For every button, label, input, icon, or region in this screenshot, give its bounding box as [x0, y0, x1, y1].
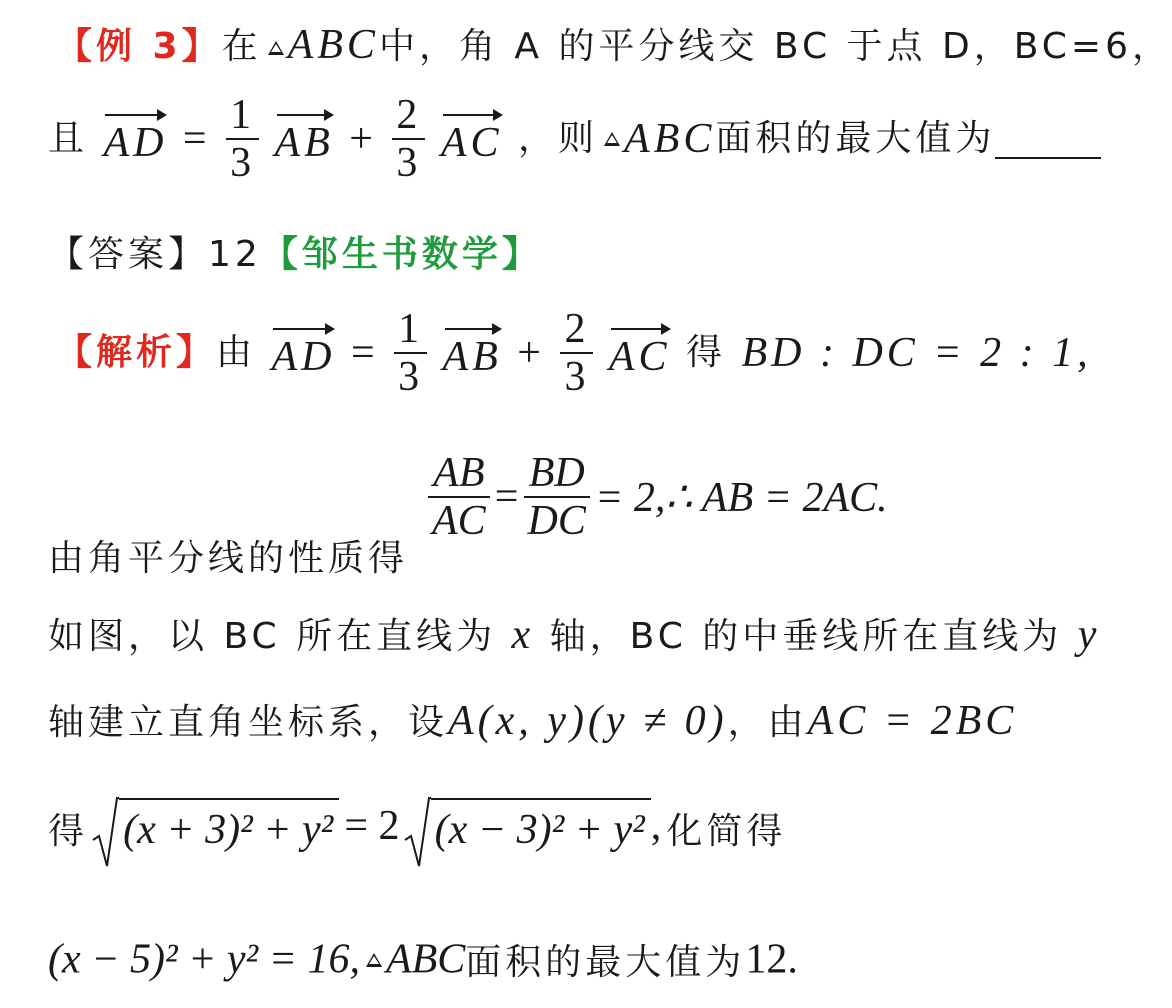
radical-icon: [93, 798, 119, 868]
point-condition: (y ≠ 0): [587, 698, 728, 744]
solution-line-3: [48, 608, 1100, 659]
fraction-one-third: $\frac{1}{3}$: [394, 306, 427, 400]
solution-line-5: [48, 798, 786, 854]
vector-ac: AC: [441, 112, 503, 166]
brand-label: 【邹生书数学】: [261, 234, 542, 275]
sqrt-expression-2: (x − 3)² + y²: [405, 798, 651, 854]
final-value: 12.: [745, 936, 798, 983]
fraction-two-thirds: $\frac{2}{3}$: [392, 92, 425, 186]
vector-ad: AD: [103, 112, 167, 166]
line5-prefix: 得: [48, 811, 89, 852]
solution-fractions: [428, 450, 888, 544]
triangle-icon: [366, 953, 382, 967]
triangle-label: ABC: [385, 936, 466, 983]
answer-line: [48, 226, 542, 277]
solution-text-get: 得: [686, 332, 727, 373]
vector-ad: AD: [271, 326, 335, 380]
example-text-1: 中，角 A 的平分线交 BC 于点 D，BC=6，: [378, 26, 1172, 67]
example-text-3: 面积的最大值为: [715, 118, 996, 159]
answer-value: 12: [208, 234, 262, 275]
example-line-1: [56, 18, 1172, 69]
point-coord: (x, y): [477, 698, 588, 744]
fraction-one-third: $\frac{1}{3}$: [226, 92, 259, 186]
sqrt-expression-1: (x + 3)² + y²: [93, 798, 339, 854]
solution-tag: 【解析】: [56, 332, 217, 373]
simplify-text: 化简得: [666, 811, 787, 852]
ratio-equation: BD : DC = 2 : 1,: [741, 330, 1092, 376]
example-text-2: ，则: [518, 118, 599, 159]
var-y: y: [1077, 612, 1101, 658]
solution-text-from: 由: [216, 332, 257, 373]
radical-icon: [405, 798, 431, 868]
ac-equation: AC = 2BC: [807, 698, 1018, 744]
example-line-2: [48, 92, 1101, 186]
equals-sign: =: [350, 330, 379, 376]
solution-line-1: [56, 306, 1092, 400]
answer-blank: [995, 119, 1101, 159]
example-text-in: 在: [221, 26, 262, 67]
triangle-label: ABC: [624, 116, 716, 162]
solution-line-4: [48, 694, 1017, 745]
vector-ac: AC: [609, 326, 671, 380]
var-x: x: [511, 612, 535, 658]
circle-equation: (x − 5)² + y² = 16,: [48, 936, 360, 983]
line3-text: 如图，以 BC 所在直线为: [48, 616, 497, 657]
triangle-icon: [604, 132, 620, 146]
vector-ab: AB: [443, 326, 502, 380]
comma: ,: [650, 803, 662, 849]
line4-text-b: ，由: [727, 702, 808, 743]
equals-sign: =: [182, 116, 211, 162]
equals-sign: =: [494, 474, 519, 520]
fraction-two-thirds: $\frac{2}{3}$: [560, 306, 593, 400]
triangle-icon: [268, 41, 284, 55]
line4-text: 轴建立直角坐标系，设: [48, 702, 449, 743]
solution-line-2-prefix: 由角平分线的性质得: [48, 538, 409, 579]
plus-sign: +: [517, 330, 545, 376]
final-text: 面积的最大值为: [465, 942, 746, 983]
fraction-bd-dc: $\frac{BD}{DC}$: [524, 450, 590, 544]
vector-ab: AB: [275, 112, 334, 166]
example-tag: 【例 3】: [56, 26, 222, 67]
solution-final-line: [48, 934, 798, 985]
line2-start: 且: [48, 118, 89, 159]
equals-two: = 2: [344, 803, 400, 849]
answer-tag: 【答案】: [48, 234, 209, 275]
line3-text-b: 轴，BC 的中垂线所在直线为: [549, 616, 1063, 657]
fraction-ab-ac: $\frac{AB}{AC}$: [428, 450, 490, 544]
plus-sign: +: [349, 116, 377, 162]
point-a: A: [448, 698, 478, 744]
fraction-tail: = 2,∴ AB = 2AC.: [595, 475, 888, 521]
triangle-label: ABC: [287, 22, 379, 68]
